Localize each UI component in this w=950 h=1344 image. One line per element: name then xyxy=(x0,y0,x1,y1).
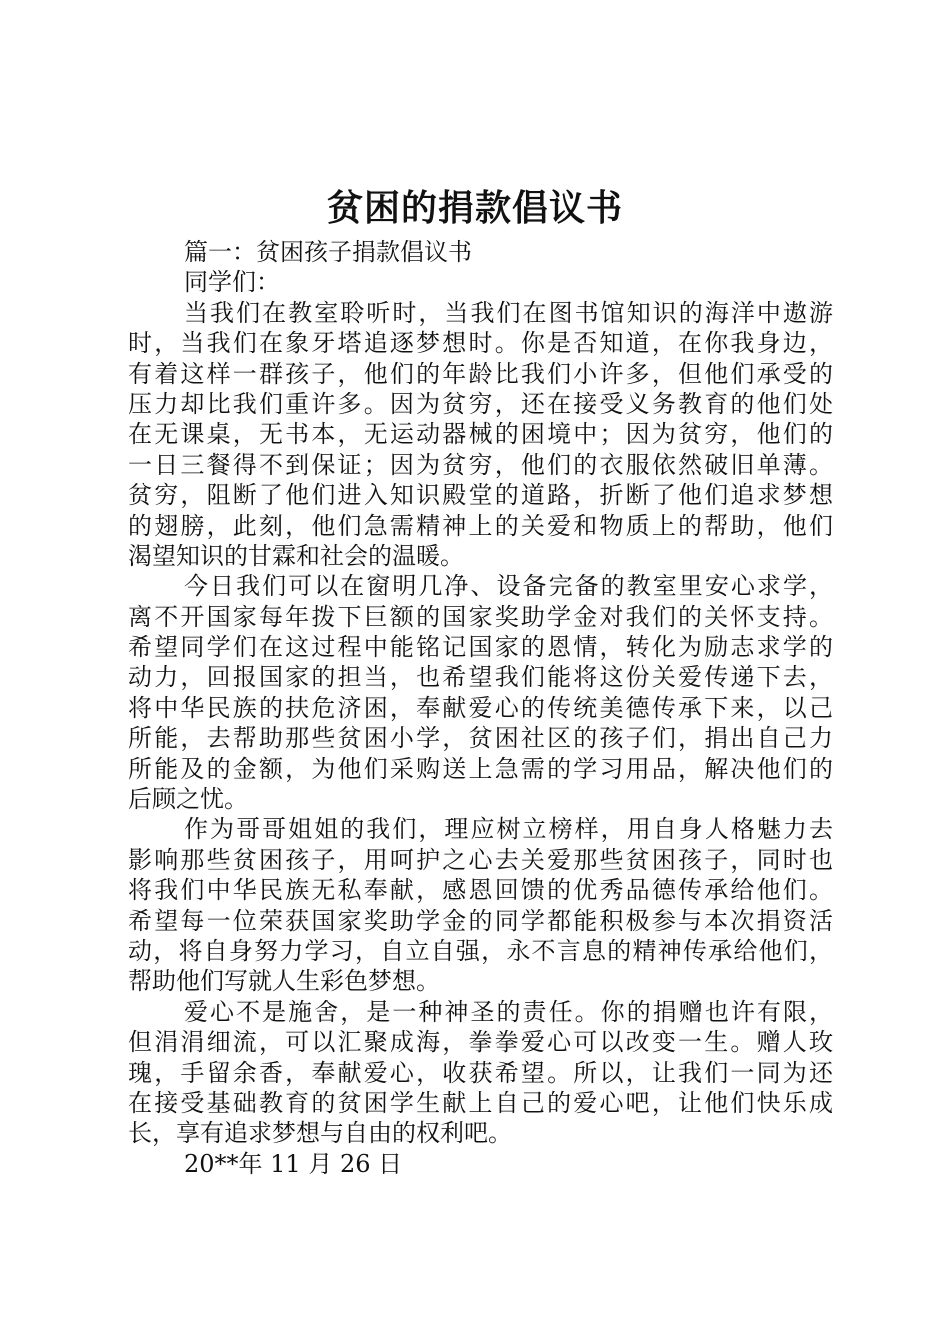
paragraph-line: 瑰，手留余香，奉献爱心，收获希望。所以，让我们一同为还 xyxy=(128,1058,833,1087)
paragraph-line: 爱心不是施舍，是一种神圣的责任。你的捐赠也许有限， xyxy=(184,997,833,1026)
paragraph-line: 压力却比我们重许多。因为贫穷，还在接受义务教育的他们处 xyxy=(128,389,833,418)
paragraph-line: 影响那些贫困孩子，用呵护之心去关爱那些贫困孩子，同时也 xyxy=(128,845,833,874)
paragraph-line: 在接受基础教育的贫困学生献上自己的爱心吧，让他们快乐成 xyxy=(128,1088,833,1117)
paragraph-line: 所能，去帮助那些贫困小学，贫困社区的孩子们，捐出自己力 xyxy=(128,724,833,753)
paragraph-line: 将中华民族的扶危济困，奉献爱心的传统美德传承下来，以己 xyxy=(128,693,833,722)
paragraph-line: 将我们中华民族无私奉献，感恩回馈的优秀品德传承给他们。 xyxy=(128,876,833,905)
paragraph-line: 在无课桌，无书本，无运动器械的困境中；因为贫穷，他们的 xyxy=(128,420,833,449)
paragraph-line: 长，享有追求梦想与自由的权利吧。 xyxy=(128,1119,512,1148)
document-body xyxy=(128,237,833,1179)
salutation: 同学们： xyxy=(184,268,280,297)
paragraph-line: 希望同学们在这过程中能铭记国家的恩情，转化为励志求学的 xyxy=(128,633,833,662)
paragraph-line: 动力，回报国家的担当，也希望我们能将这份关爱传递下去， xyxy=(128,663,833,692)
paragraph-line: 一日三餐得不到保证；因为贫穷，他们的衣服依然破旧单薄。 xyxy=(128,450,833,479)
paragraph-line: 动，将自身努力学习，自立自强，永不言息的精神传承给他们， xyxy=(128,936,833,965)
paragraph-line: 帮助他们写就人生彩色梦想。 xyxy=(128,967,440,996)
paragraph-line: 今日我们可以在窗明几净、设备完备的教室里安心求学， xyxy=(184,572,833,601)
document-title: 贫困的捐款倡议书 xyxy=(326,187,623,229)
paragraph-line: 渴望知识的甘霖和社会的温暖。 xyxy=(128,541,464,570)
paragraph-line: 贫穷，阻断了他们进入知识殿堂的道路，折断了他们追求梦想 xyxy=(128,481,833,510)
paragraph-line: 当我们在教室聆听时，当我们在图书馆知识的海洋中遨游 xyxy=(184,298,833,327)
paragraph-line: 有着这样一群孩子，他们的年龄比我们小许多，但他们承受的 xyxy=(128,359,833,388)
paragraph-line: 的翅膀，此刻，他们急需精神上的关爱和物质上的帮助，他们 xyxy=(128,511,833,540)
paragraph-line: 希望每一位荣获国家奖助学金的同学都能积极参与本次捐资活 xyxy=(128,906,833,935)
paragraph-line: 后顾之忧。 xyxy=(128,785,248,814)
paragraph-line: 作为哥哥姐姐的我们，理应树立榜样，用自身人格魅力去 xyxy=(184,815,833,844)
document-date: 20**年 11 月 26 日 xyxy=(184,1149,403,1178)
paragraph-line: 离不开国家每年拨下巨额的国家奖助学金对我们的关怀支持。 xyxy=(128,602,833,631)
paragraph-line: 时，当我们在象牙塔追逐梦想时。你是否知道，在你我身边， xyxy=(128,329,833,358)
paragraph-line: 但涓涓细流，可以汇聚成海，拳拳爱心可以改变一生。赠人玫 xyxy=(128,1028,833,1057)
paragraph-line: 所能及的金额，为他们采购送上急需的学习用品，解决他们的 xyxy=(128,754,833,783)
section-heading: 篇一：贫困孩子捐款倡议书 xyxy=(184,238,472,266)
